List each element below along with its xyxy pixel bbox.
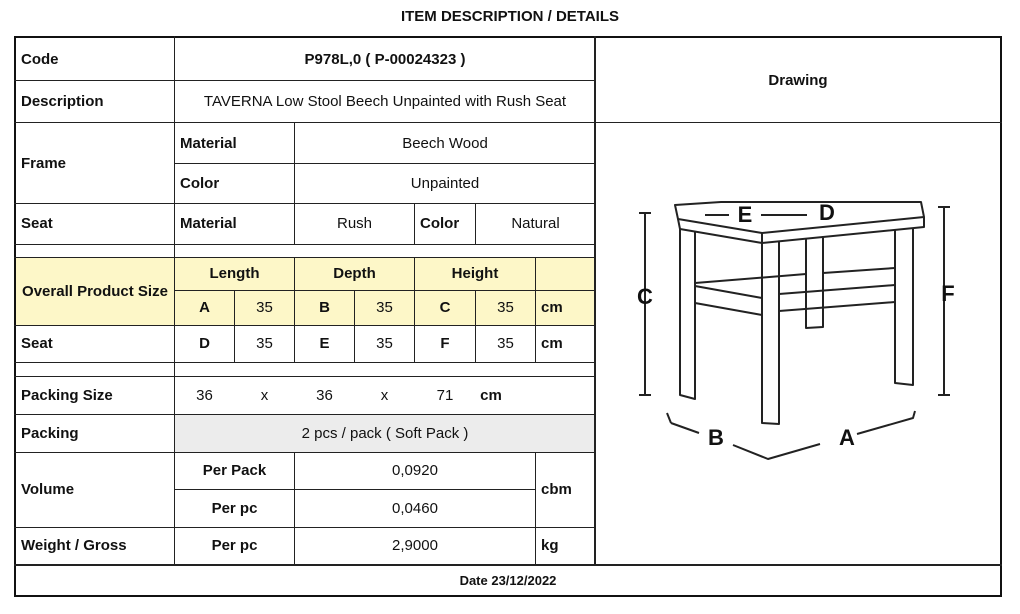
volume-unit: cbm	[541, 481, 572, 498]
packing-value: 2 pcs / pack ( Soft Pack )	[175, 414, 595, 452]
grid-line	[535, 257, 536, 362]
drawing-letter-a: A	[839, 425, 855, 450]
grid-line	[535, 452, 536, 564]
grid-line	[14, 203, 595, 204]
packing-x-1: x	[260, 386, 269, 404]
a-label: A	[175, 290, 234, 325]
grid-line	[14, 244, 595, 245]
drawing-title: Drawing	[768, 72, 828, 89]
packing-height: 71	[436, 386, 454, 404]
weight-value: 2,9000	[392, 537, 438, 554]
grid-line	[14, 452, 595, 453]
stretcher	[823, 268, 895, 273]
leg-back	[806, 236, 823, 328]
packing-x-2: x	[380, 386, 389, 404]
seat-size-label: Seat	[21, 335, 53, 352]
dimension-a-line	[733, 444, 820, 459]
grid-line	[14, 325, 595, 326]
seat-color-value: Natural	[511, 215, 560, 232]
grid-line	[14, 414, 595, 415]
packing-size-label: Packing Size	[21, 386, 113, 404]
drawing-letter-b: B	[708, 425, 724, 450]
seat-material-label: Material	[180, 215, 237, 232]
grid-line	[174, 290, 595, 291]
b-value: 35	[355, 290, 414, 325]
grid-line	[14, 564, 1002, 566]
seat-label: Seat	[21, 215, 53, 232]
overall-unit: cm	[536, 290, 595, 325]
packing-width: 36	[196, 386, 213, 404]
volume-per-pack-value: 0,0920	[392, 462, 438, 479]
volume-per-pack-label: Per Pack	[202, 462, 267, 479]
seat-top	[675, 202, 924, 233]
grid-line	[414, 257, 415, 362]
drawing-letter-e: E	[737, 202, 753, 227]
d-value: 35	[256, 335, 273, 352]
e-value: 35	[376, 335, 393, 352]
grid-line	[354, 290, 355, 362]
volume-label: Volume	[21, 481, 75, 498]
grid-line	[294, 452, 295, 564]
grid-line	[174, 163, 595, 164]
grid-line	[294, 257, 295, 362]
description-value: TAVERNA Low Stool Beech Unpainted with Rush Seat	[203, 93, 567, 110]
stretcher	[779, 285, 895, 294]
leg-front	[762, 241, 779, 424]
date-footer: Date 23/12/2022	[459, 572, 557, 588]
frame-label: Frame	[21, 154, 67, 172]
dimension-b-line	[667, 413, 699, 433]
packing-depth: 36	[316, 386, 333, 404]
grid-line	[14, 80, 595, 81]
frame-color-value: Unpainted	[410, 174, 480, 192]
stretcher	[695, 303, 762, 315]
stool-drawing	[595, 123, 1002, 563]
grid-line	[14, 257, 595, 258]
grid-line	[14, 376, 595, 377]
drawing-letter-f: F	[941, 281, 955, 306]
depth-header: Depth	[295, 257, 414, 290]
stretcher	[695, 286, 762, 298]
packing-label: Packing	[21, 424, 79, 442]
grid-line	[14, 527, 595, 528]
weight-label: Weight / Gross	[21, 537, 127, 554]
weight-unit: kg	[541, 537, 559, 554]
grid-line	[475, 290, 476, 362]
leg-left	[680, 229, 695, 399]
code-label: Code	[21, 50, 59, 68]
height-header: Height	[415, 257, 535, 290]
seat-color-label: Color	[420, 215, 460, 232]
f-value: 35	[497, 335, 514, 352]
d-label: D	[199, 335, 210, 352]
b-label: B	[295, 290, 354, 325]
grid-line	[174, 36, 175, 564]
volume-per-pc-value: 0,0460	[392, 499, 438, 517]
document-title: ITEM DESCRIPTION / DETAILS	[400, 8, 620, 25]
code-value: P978L,0 ( P-00024323 )	[304, 50, 466, 68]
leg-right	[895, 228, 913, 385]
overall-size-label: Overall Product Size	[16, 257, 174, 325]
stretcher	[695, 274, 806, 283]
grid-line	[414, 203, 415, 244]
frame-material-label: Material	[180, 134, 237, 152]
grid-line	[174, 489, 536, 490]
frame-color-label: Color	[180, 174, 220, 192]
drawing-letter-c: C	[637, 284, 653, 309]
grid-line	[475, 203, 476, 244]
description-label: Description	[21, 93, 104, 110]
frame-material-value: Beech Wood	[402, 134, 488, 152]
length-header: Length	[175, 257, 294, 290]
c-label: C	[415, 290, 475, 325]
stretcher	[779, 302, 895, 311]
weight-per-pc-label: Per pc	[211, 537, 258, 554]
volume-per-pc-label: Per pc	[211, 499, 258, 517]
grid-line	[294, 122, 295, 244]
packing-unit: cm	[480, 386, 502, 404]
grid-line	[14, 362, 595, 363]
c-value: 35	[476, 290, 535, 325]
e-label: E	[319, 335, 330, 352]
grid-line	[234, 290, 235, 362]
f-label: F	[440, 335, 450, 352]
seat-size-unit: cm	[541, 335, 563, 352]
dimension-a-line	[857, 411, 915, 434]
drawing-letter-d: D	[819, 200, 835, 225]
a-value: 35	[235, 290, 294, 325]
seat-material-value: Rush	[336, 215, 373, 232]
